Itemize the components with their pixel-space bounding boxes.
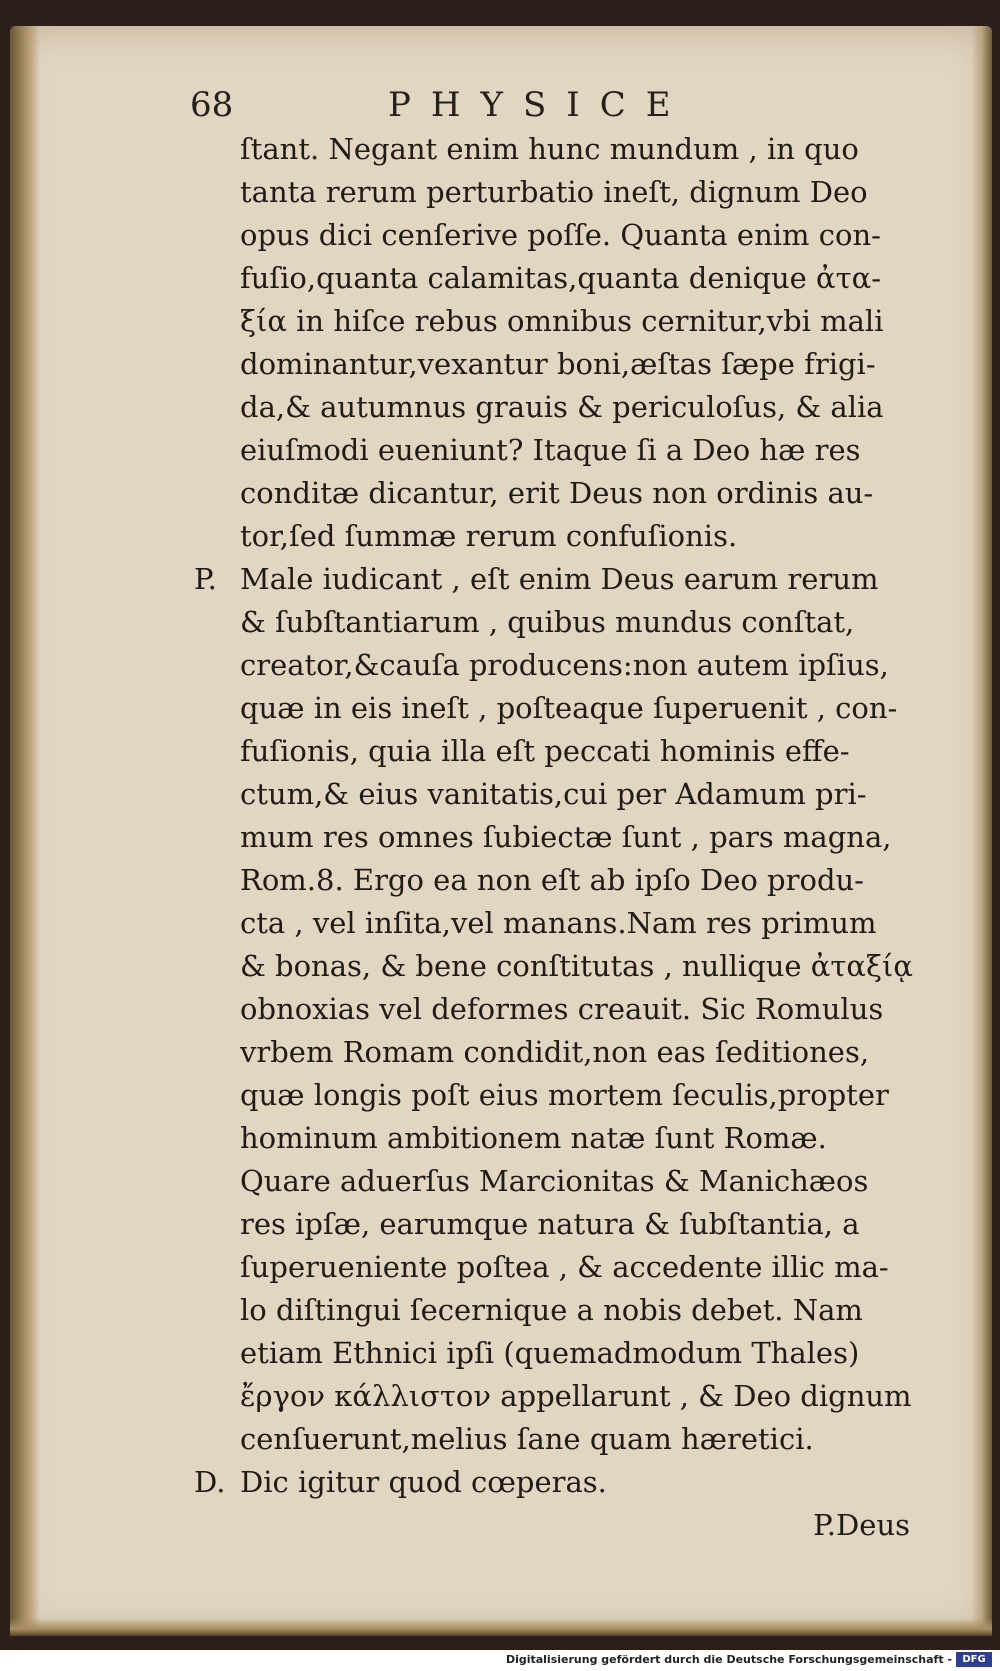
line-text: eiuſmodi eueniunt? Itaque ſi a Deo hæ res <box>240 433 861 467</box>
text-line <box>240 945 920 988</box>
page-number: 68 <box>190 85 234 125</box>
catchword: P.Deus <box>813 1508 910 1542</box>
running-head <box>190 80 930 130</box>
text-line <box>240 687 920 730</box>
line-text: cta , vel inſita,vel manans.Nam res primum <box>240 906 877 940</box>
text-line <box>240 128 920 171</box>
text-line <box>240 1203 920 1246</box>
line-text: Dic igitur quod cœperas. <box>240 1465 607 1499</box>
text-line <box>194 558 920 601</box>
text-line <box>240 644 920 687</box>
text-line <box>240 1289 920 1332</box>
text-line <box>240 988 920 1031</box>
page-bottom-edge <box>10 1618 992 1636</box>
text-line <box>240 1031 920 1074</box>
text-line <box>240 773 920 816</box>
line-text: quæ longis poſt eius mortem ſeculis,propter <box>240 1078 889 1112</box>
page-right-edge <box>972 26 992 1636</box>
text-line <box>240 730 920 773</box>
text-line <box>240 343 920 386</box>
line-text: ctum,& eius vanitatis,cui per Adamum pri- <box>240 777 867 811</box>
text-line <box>240 214 920 257</box>
line-text: obnoxias vel deformes creauit. Sic Romulus <box>240 992 884 1026</box>
line-text: fuſionis, quia illa eſt peccati hominis effe- <box>240 734 850 768</box>
text-line <box>240 300 920 343</box>
line-text: cenſuerunt,melius ſane quam hæretici. <box>240 1422 814 1456</box>
footer-bar <box>0 1650 1000 1671</box>
dfg-logo: DFG <box>956 1652 992 1667</box>
text-line <box>240 859 920 902</box>
line-text: creator,&cauſa producens:non autem ipſius, <box>240 648 889 682</box>
text-line <box>240 1160 920 1203</box>
text-line <box>240 171 920 214</box>
line-text: Male iudicant , eſt enim Deus earum rerum <box>240 562 879 596</box>
text-line <box>240 1246 920 1289</box>
line-text: Rom.8. Ergo ea non eſt ab ipſo Deo produ- <box>240 863 864 897</box>
text-line <box>240 1375 920 1418</box>
line-text: conditæ dicantur, erit Deus non ordinis au- <box>240 476 874 510</box>
text-line <box>240 1117 920 1160</box>
text-line <box>240 515 920 558</box>
text-line <box>240 257 920 300</box>
text-line <box>240 1074 920 1117</box>
line-text: res ipſæ, earumque natura & ſubſtantia, a <box>240 1207 860 1241</box>
page-left-edge <box>10 26 40 1636</box>
page-heading: PHYSICE <box>388 85 691 125</box>
text-line <box>240 902 920 945</box>
body-text <box>194 128 920 1547</box>
line-text: vrbem Romam condidit,non eas ſeditiones, <box>240 1035 870 1069</box>
speaker-marker: D. <box>194 1465 226 1499</box>
text-line <box>240 1418 920 1461</box>
line-text: etiam Ethnici ipſi (quemadmodum Thales) <box>240 1336 860 1370</box>
text-line <box>240 601 920 644</box>
line-text: ſuperueniente poſtea , & accedente illic ma- <box>240 1250 889 1284</box>
line-text: & bonas, & bene conſtitutas , nullique ἀταξίᾳ <box>240 949 913 983</box>
line-text: Quare aduerſus Marcionitas & Manichæos <box>240 1164 869 1198</box>
line-text: lo diſtingui ſecernique a nobis debet. Nam <box>240 1293 863 1327</box>
line-text: tor,ſed ſummæ rerum confuſionis. <box>240 519 738 553</box>
line-text: ſtant. Negant enim hunc mundum , in quo <box>240 132 859 166</box>
line-text: dominantur,vexantur boni,æſtas ſæpe frigi- <box>240 347 876 381</box>
speaker-marker: P. <box>194 562 217 596</box>
text-line <box>240 1332 920 1375</box>
line-text: ξία in hiſce rebus omnibus cernitur,vbi mali <box>240 304 884 338</box>
text-line <box>240 472 920 515</box>
line-text: & ſubſtantiarum , quibus mundus conſtat, <box>240 605 855 639</box>
line-text: mum res omnes ſubiectæ ſunt , pars magna, <box>240 820 892 854</box>
line-text: da,& autumnus grauis & periculoſus, & alia <box>240 390 884 424</box>
line-text: hominum ambitionem natæ ſunt Romæ. <box>240 1121 827 1155</box>
line-text: fuſio,quanta calamitas,quanta denique ἀτα- <box>240 261 882 295</box>
footer-credit: Digitalisierung gefördert durch die Deutsche Forschungsgemeinschaft - <box>505 1653 952 1666</box>
line-text: tanta rerum perturbatio ineſt, dignum Deo <box>240 175 868 209</box>
line-text: opus dici cenſerive poſſe. Quanta enim con- <box>240 218 881 252</box>
catchword-line <box>240 1504 920 1547</box>
line-text: quæ in eis ineſt , poſteaque ſuperuenit , con- <box>240 691 898 725</box>
text-line <box>194 1461 920 1504</box>
line-text: ἔργον κάλλιστον appellarunt , & Deo dignum <box>240 1379 912 1413</box>
text-line <box>240 429 920 472</box>
text-line <box>240 816 920 859</box>
text-line <box>240 386 920 429</box>
